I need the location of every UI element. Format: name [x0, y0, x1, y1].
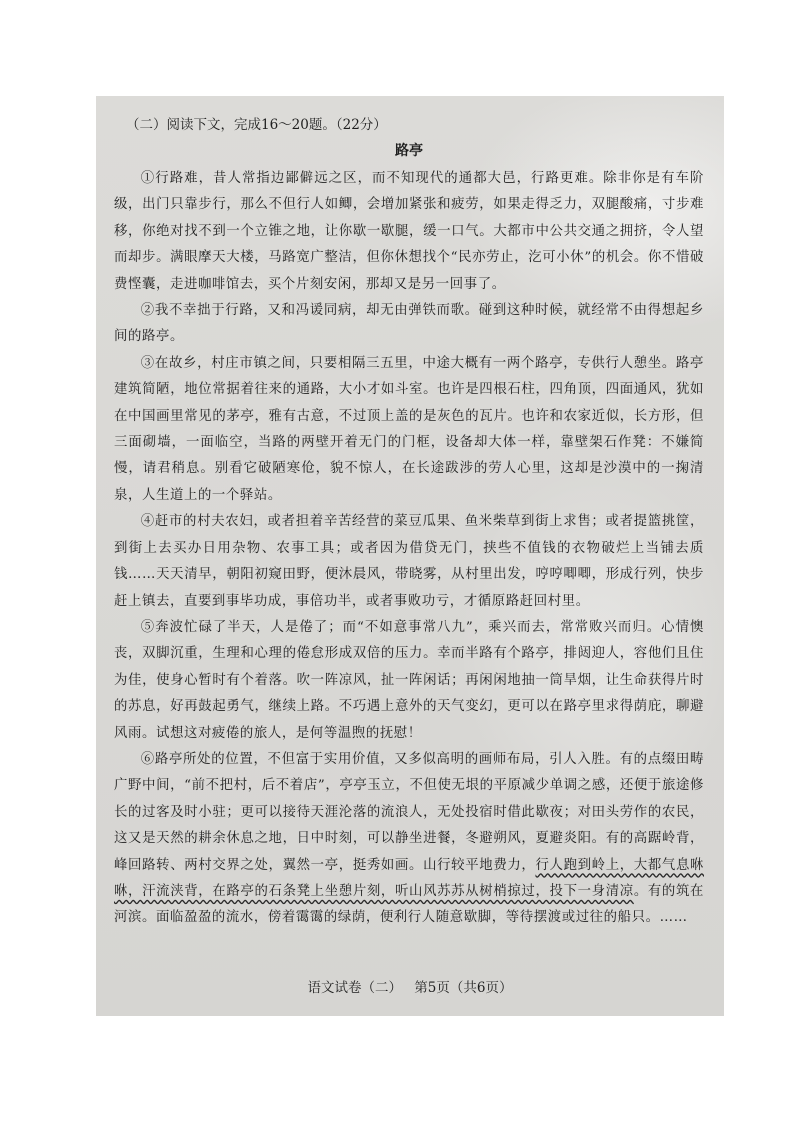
- section-heading: （二）阅读下文，完成16～20题。（22分）: [126, 117, 387, 133]
- paragraph-3: ③在故乡，村庄市镇之间，只要相隔三五里，中途大概有一两个路亭，专供行人憩坐。路亭建筑简陋，地位常据着往来的通路，大小才如斗室。也许是四根石柱，四角顶，四面通风，犹如在中国画里常见的茅亭，雅有古意，不过顶上盖的是灰色的瓦片。也许和农家近似，长方形，但三面砌墙，一面临空，当路的两壁开着无门的门框，设备却大体一样，靠壁架石作凳：不嫌简慢，请君稍息。别看它破陋寒伧，貌不惊人，在长途跋涉的劳人心里，这却是沙漠中的一掬清泉，人生道上的一个驿站。: [114, 355, 704, 503]
- paragraph-6-text-after: 。有的筑在河滨。面临盈盈的流水，傍着霭霭的绿荫，便利行人随意歇脚，等待摆渡或过往的船只。……: [114, 883, 704, 926]
- footer-exam-name: 语文试卷（二）: [307, 980, 402, 996]
- paragraph-5: ⑤奔波忙碌了半天，人是倦了；而“不如意事常八九”，乘兴而去，常常败兴而归。心情懊丧，双脚沉重，生理和心理的倦怠形成双倍的压力。幸而半路有个路亭，排闼迎人，容他们且住为佳，使身心暂时有个着落。吹一阵凉风，扯一阵闲话；再闲闲地抽一筒旱烟，让生命获得片时的苏息，好再鼓起勇气，继续上路。不巧遇上意外的天气变幻，更可以在路亭里求得荫庇，聊避风雨。试想这对疲倦的旅人，是何等温煦的抚慰！: [114, 619, 704, 741]
- article-title: 路亭: [395, 143, 423, 159]
- paragraph-1: ①行路难，昔人常指边鄙僻远之区，而不知现代的通都大邑，行路更难。除非你是有车阶级，出门只靠步行，那么不但行人如鲫，会增加紧张和疲劳，如果走得乏力，双腿酸痛，寸步难移，你绝对找不到一个立锥之地，让你歇一歇腿，缓一口气。大都市中公共交通之拥挤，令人望而却步。满眼摩天大楼，马路宽广整洁，但你休想找个“民亦劳止，汔可小休”的机会。你不惜破费悭囊，走进咖啡馆去，买个片刻安闲，那却又是另一回事了。: [114, 171, 704, 292]
- paragraph-4: ④赶市的村夫农妇，或者担着辛苦经营的菜豆瓜果、鱼米柴草到街上求售；或者提篮挑筐，到街上去买办日用杂物、农事工具；或者因为借贷无门，挟些不值钱的衣物破烂上当铺去质钱……天天清早，朝阳初窥田野，便沐晨风，带晓雾，从村里出发，哼哼唧唧，形成行列，快步赶上镇去，直要到事毕功成，事倍功半，或者事败功亏，才循原路赶回村里。: [114, 514, 704, 609]
- footer-page-info: 第5页（共6页）: [414, 980, 513, 996]
- paragraph-6-text-before: ⑥路亭所处的位置，不但富于实用价值，又多似高明的画师布局，引人入胜。有的点缀田畴广野中间，“前不把村，后不着店”，亭亭玉立，不但使无垠的平原减少单调之感，还便于旅途修长的过客及时小驻；更可以接待天涯沦落的流浪人，无处投宿时借此歇夜；对田头劳作的农民，这又是天然的耕余休息之地，日中时刻，可以静坐进餐，冬避朔风，夏避炎阳。有的高踞岭背，峰回路转、两村交界之处，翼然一亭，挺秀如画。山行较平地费力，: [114, 751, 704, 873]
- wavy-underlined-passage: 行人跑到岭上，大都气息咻咻，汗流浃背，在路亭的石条凳上坐憩片刻，听山风苏苏从树梢掠过，投下一身清凉: [114, 857, 704, 899]
- paragraph-2: ②我不幸拙于行路，又和冯谖同病，却无由弹铁而歌。碰到这种时候，就经常不由得想起乡间的路亭。: [114, 303, 704, 345]
- paragraph-6: [114, 747, 704, 932]
- page-footer: [96, 978, 724, 998]
- exam-page: [96, 96, 724, 1016]
